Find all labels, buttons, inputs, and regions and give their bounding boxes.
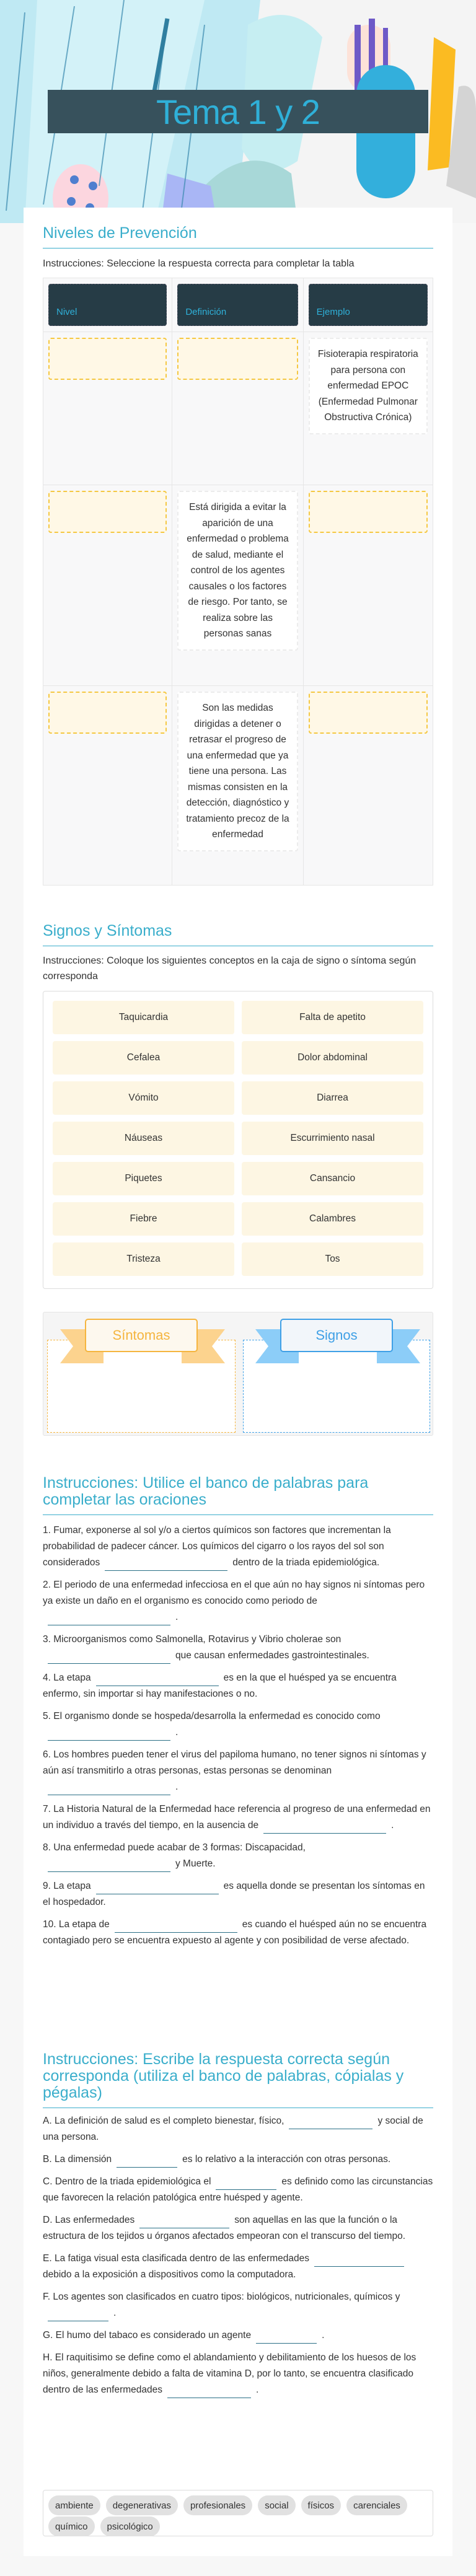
concept-item[interactable]: Diarrea [242,1081,423,1115]
drop-zone-ejemplo[interactable] [309,491,428,533]
answer-input[interactable] [96,1878,219,1894]
answer-input[interactable] [216,2174,276,2190]
sentence-text-after: dentro de la triada epidemiológica. [232,1557,380,1568]
sentence-text-before: 5. El organismo donde se hospeda/desarrolla la enfermedad es conocido como [43,1711,381,1721]
sentence [43,1670,433,1702]
word-chip[interactable]: ambiente [48,2495,100,2515]
concept-item[interactable]: Fiebre [53,1202,234,1236]
sentence-text-after: es lo relativo a la interacción con otras personas. [182,2154,391,2165]
sentence-text-after: es en la que el huésped ya se encuentra enfermo, sin importar si hay manifestaciones o no. [43,1673,397,1699]
concept-item[interactable]: Taquicardia [53,1001,234,1034]
concept-item[interactable]: Dolor abdominal [242,1041,423,1075]
sentence [43,2289,433,2321]
sentence-text-before: D. Las enfermedades [43,2215,135,2225]
word-bank [43,2490,433,2536]
answer-input[interactable] [48,1725,170,1741]
definition-card[interactable]: Está dirigida a evitar la aparición de una enfermedad o problema de salud, mediante el control de los agentes causales o los factores de riesgo. Por tanto, se realiza sobre las personas sanas [177,491,298,651]
concept-item[interactable]: Falta de apetito [242,1001,423,1034]
concept-item[interactable]: Calambres [242,1202,423,1236]
sentence-list [43,2113,433,2404]
sentence-text-before: 1. Fumar, exponerse al sol y/o a ciertos químicos son factores que incrementan la probabilidad de padecer cáncer. Los químicos del cigarro o los rayos del sol son considerados [43,1525,391,1568]
concept-item[interactable]: Cansancio [242,1162,423,1195]
drop-zone-ejemplo[interactable] [309,692,428,734]
word-chip[interactable]: químico [48,2517,95,2536]
answer-input[interactable] [48,2305,108,2321]
sentence-text-before: 6. Los hombres pueden tener el virus del papiloma humano, no tener signos ni síntomas y aún así transmitirlo a otras personas, estas personas se denominan [43,1749,426,1776]
content-card [24,208,452,2556]
sentence-text-before: G. El humo del tabaco es considerado un agente [43,2330,252,2341]
sentence [43,1801,433,1834]
drop-zone-definicion[interactable] [177,338,298,380]
answer-input[interactable] [105,1555,227,1571]
answer-input[interactable] [314,2251,404,2267]
answer-input[interactable] [289,2113,372,2129]
table-row [43,332,433,485]
section-heading-respuestas: Instrucciones: Escribe la respuesta correcta según corresponda (utiliza el banco de palabras, cópialas y pégalas) [43,2051,433,2108]
sentence [43,1523,433,1571]
sentence [43,2113,433,2145]
sentence [43,1632,433,1664]
column-header-nivel[interactable]: Nivel [48,284,167,326]
section-heading-niveles: Niveles de Prevención [43,225,433,248]
table-header-row [43,278,433,332]
sentence-text-before: E. La fatiga visual esta clasificada dentro de las enfermedades [43,2253,309,2264]
concept-item[interactable]: Escurrimiento nasal [242,1122,423,1155]
sentence-text-before: 8. Una enfermedad puede acabar de 3 formas: Discapacidad, [43,1842,306,1853]
sentence [43,2152,433,2168]
sentence-text-before: 10. La etapa de [43,1919,110,1930]
sentence-text-before: A. La definición de salud es el completo bienestar, físico, [43,2116,284,2126]
sentence-text-after: es definido como las circunstancias que favorecen la relación patológica entre huésped y agente. [43,2176,433,2203]
sentence-text-before: 7. La Historia Natural de la Enfermedad hace referencia al progreso de una enfermedad en un individuo a través del tiempo, en la ausencia de [43,1804,431,1831]
sentence-text-after: . [175,1612,178,1622]
answer-input[interactable] [117,2152,177,2168]
sentence-text-after: y social de una persona. [43,2116,423,2142]
column-header-definicion[interactable]: Definición [177,284,298,326]
drop-zone-nivel[interactable] [48,338,167,380]
header-banner [0,0,476,223]
sentence-text-before: H. El raquitisimo se define como el ablandamiento y debilitamiento de los huesos de los niños, generalmente debido a falta de vitamina D, por lo tanto, se encuentra clasificado dentro de las enfermedades [43,2352,416,2395]
concept-item[interactable]: Tristeza [53,1242,234,1276]
sentence-text-after: es aquella donde se presentan los síntomas en el hospedador. [43,1881,425,1907]
sentence-list [43,1523,433,1955]
table-row [43,686,433,885]
sentence-text-before: F. Los agentes son clasificados en cuatro tipos: biológicos, nutricionales, químicos y [43,2292,400,2302]
example-card[interactable]: Fisioterapia respiratoria para persona con enfermedad EPOC (Enfermedad Pulmonar Obstructiva Crónica) [309,338,428,434]
sentence-text-before: 9. La etapa [43,1881,91,1891]
page-title: Tema 1 y 2 [156,92,320,131]
word-chip[interactable]: social [258,2495,295,2515]
answer-input[interactable] [263,1818,386,1834]
page-title-box [48,90,428,133]
sentence [43,1917,433,1949]
section2-instructions: Instrucciones: Coloque los siguientes conceptos en la caja de signo o síntoma según corresponda [43,956,416,982]
sentence [43,1840,433,1872]
answer-input[interactable] [48,1648,170,1664]
drop-zone-nivel[interactable] [48,491,167,533]
sentence [43,2174,433,2206]
word-chip[interactable]: físicos [301,2495,342,2515]
word-chip[interactable]: degenerativas [106,2495,178,2515]
sentence-text-after: es cuando el huésped aún no se encuentra contagiado pero se encuentra expuesto al agente y con posibilidad de verse afectado. [43,1919,427,1946]
sentence-text-before: C. Dentro de la triada epidemiológica el [43,2176,211,2187]
column-header-ejemplo[interactable]: Ejemplo [309,284,428,326]
sentence-text-before: B. La dimensión [43,2154,112,2165]
sentence [43,1708,433,1741]
answer-input[interactable] [48,1779,170,1795]
answer-input[interactable] [48,1856,170,1872]
sentence-text-after: debido a la exposición a dispositivos como la computadora. [43,2269,296,2280]
answer-input[interactable] [167,2382,251,2398]
sentence [43,2350,433,2398]
concept-item[interactable]: Cefalea [53,1041,234,1075]
answer-input[interactable] [256,2328,317,2344]
sentence [43,2251,433,2283]
sentence [43,1878,433,1910]
prevention-table [43,278,433,886]
answer-input[interactable] [115,1917,237,1933]
word-chip[interactable]: carenciales [346,2495,407,2515]
word-chip[interactable]: psicológico [100,2517,160,2536]
section-heading-signos: Signos y Síntomas [43,923,433,946]
concept-item[interactable]: Tos [242,1242,423,1276]
sentence-text-before: 3. Microorganismos como Salmonella, Rotavirus y Vibrio cholerae son [43,1634,342,1645]
sentence-text-after: . [175,1727,178,1738]
sentence-text-after: que causan enfermedades gastrointestinales. [175,1650,369,1661]
concept-bank [43,991,433,1289]
sentence [43,1747,433,1795]
word-chip[interactable]: profesionales [183,2495,252,2515]
sentence-text-before: 4. La etapa [43,1673,91,1683]
sentence-text-after: . [175,1782,178,1792]
answer-input[interactable] [96,1670,219,1686]
sentence-text-after: . [256,2385,259,2395]
sentence [43,2328,433,2344]
answer-input[interactable] [48,1609,170,1625]
sentence [43,1577,433,1625]
section1-instructions: Instrucciones: Seleccione la respuesta correcta para completar la tabla [43,258,355,269]
drop-zone-nivel[interactable] [48,692,167,734]
sentence-text-after: . [113,2308,117,2318]
category-label-sintomas: Síntomas [85,1319,198,1352]
sentence-text-after: y Muerte. [175,1858,216,1869]
definition-card[interactable]: Son las medidas dirigidas a detener o retrasar el progreso de una enfermedad que ya tiene una persona. Las mismas consisten en la detección, diagnóstico y tratamiento precoz de la enfermedad [177,692,298,851]
category-area [43,1312,433,1436]
sentence-text-after: . [391,1820,394,1831]
sentence-text-after: son aquellas en las que la función o la estructura de los tejidos u órganos afectados empeoran con el transcurso del tiempo. [43,2215,406,2241]
table-row [43,485,433,686]
sentence-text-after: . [322,2330,325,2341]
concept-item[interactable]: Náuseas [53,1122,234,1155]
concept-item[interactable]: Piquetes [53,1162,234,1195]
sentence [43,2212,433,2244]
category-label-signos: Signos [280,1319,393,1352]
answer-input[interactable] [139,2212,229,2228]
sentence-text-before: 2. El periodo de una enfermedad infecciosa en el que aún no hay signos ni síntomas pero ya existe un daño en el organismo es conocido como periodo de [43,1580,425,1606]
concept-item[interactable]: Vómito [53,1081,234,1115]
section-heading-oraciones: Instrucciones: Utilice el banco de palabras para completar las oraciones [43,1475,433,1515]
